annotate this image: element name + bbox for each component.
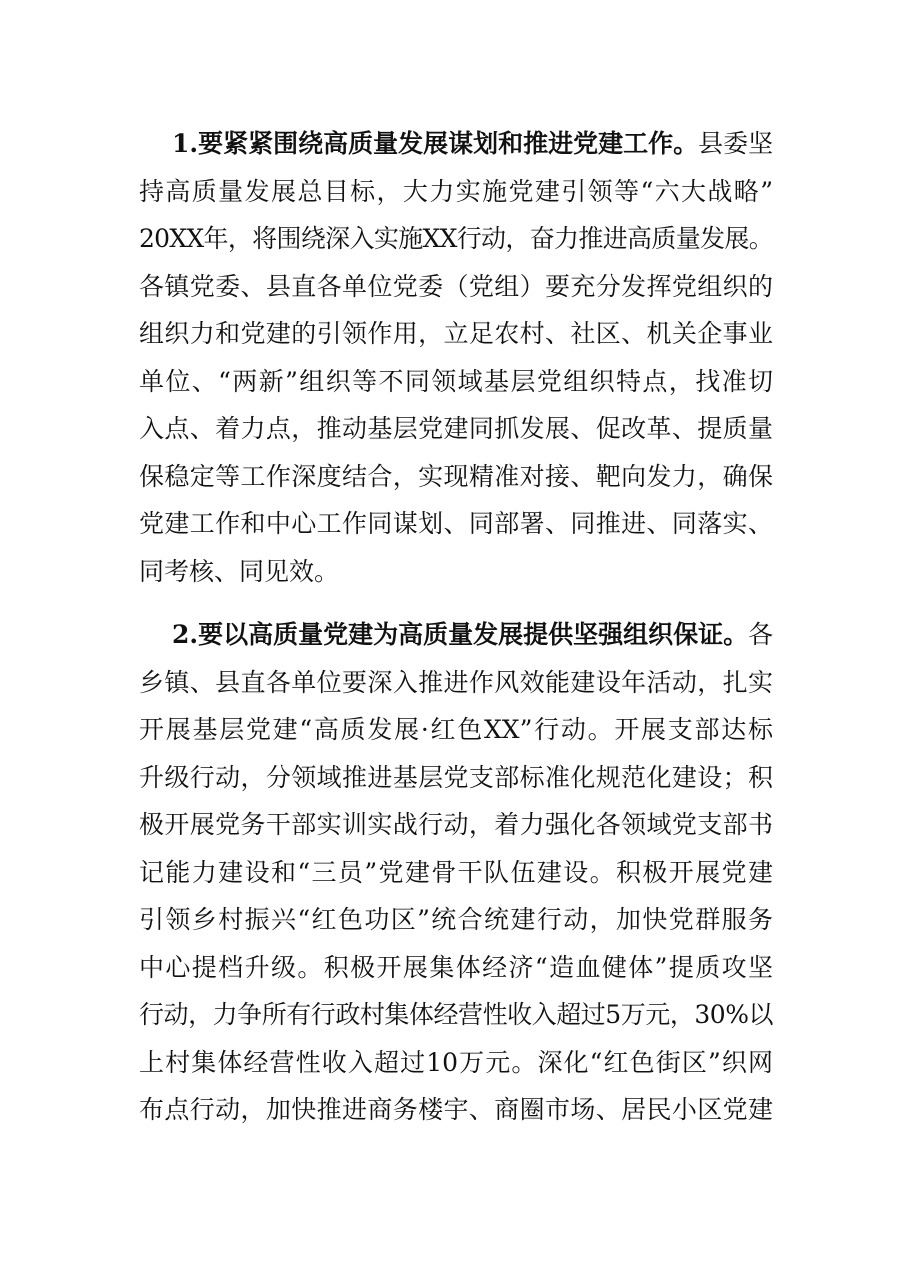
paragraph-line: 记能力建设和“三员”党建骨干队伍建设。积极开展党建 <box>139 857 773 887</box>
paragraph-line: 开展基层党建“高质发展·红色XX”行动。开展支部达标 <box>139 715 773 744</box>
paragraph-spacer <box>139 595 773 611</box>
document-body <box>139 120 773 1134</box>
paragraph-line: 同考核、同见效。 <box>139 556 340 586</box>
paragraph-line: 入点、着力点，推动基层党建同抓发展、促改革、提质量 <box>139 414 773 443</box>
paragraph-line: 上村集体经营性收入超过10万元。深化“红色街区”织网 <box>139 1047 773 1077</box>
paragraph-1-heading: 1.要紧紧围绕高质量发展谋划和推进党建工作。 <box>172 129 699 158</box>
paragraph-2-first-tail: 各 <box>748 620 774 649</box>
paragraph-line: 各镇党委、县直各单位党委（党组）要充分发挥党组织的 <box>139 271 773 301</box>
paragraph-line: 党建工作和中心工作同谋划、同部署、同推进、同落实、 <box>139 509 773 538</box>
paragraph-line: 乡镇、县直各单位要深入推进作风效能建设年活动，扎实 <box>139 667 773 697</box>
paragraph-1 <box>139 120 773 595</box>
paragraph-2 <box>139 611 773 1134</box>
paragraph-2-first-line <box>139 611 773 659</box>
paragraph-line: 持高质量发展总目标，大力实施党建引领等“六大战略” <box>139 176 773 206</box>
paragraph-1-first-line <box>139 120 773 168</box>
paragraph-line: 保稳定等工作深度结合，实现精准对接、靶向发力，确保 <box>139 461 773 491</box>
paragraph-line: 行动，力争所有行政村集体经营性收入超过5万元，30%以 <box>139 1000 773 1029</box>
paragraph-line: 中心提档升级。积极开展集体经济“造血健体”提质攻坚 <box>139 952 773 982</box>
paragraph-1-first-tail: 县委坚 <box>698 129 774 158</box>
paragraph-line: 20XX年，将围绕深入实施XX行动，奋力推进高质量发展。 <box>139 224 773 253</box>
paragraph-line: 升级行动，分领域推进基层党支部标准化规范化建设；积 <box>139 762 773 792</box>
paragraph-line: 组织力和党建的引领作用，立足农村、社区、机关企事业 <box>139 319 773 348</box>
paragraph-line: 布点行动，加快推进商务楼宇、商圈市场、居民小区党建 <box>139 1095 773 1124</box>
paragraph-2-heading: 2.要以高质量党建为高质量发展提供坚强组织保证。 <box>172 620 749 649</box>
paragraph-line: 极开展党务干部实训实战行动，着力强化各领域党支部书 <box>139 810 773 839</box>
paragraph-line: 引领乡村振兴“红色功区”统合统建行动，加快党群服务 <box>139 905 773 934</box>
paragraph-line: 单位、“两新”组织等不同领域基层党组织特点，找准切 <box>139 366 773 396</box>
